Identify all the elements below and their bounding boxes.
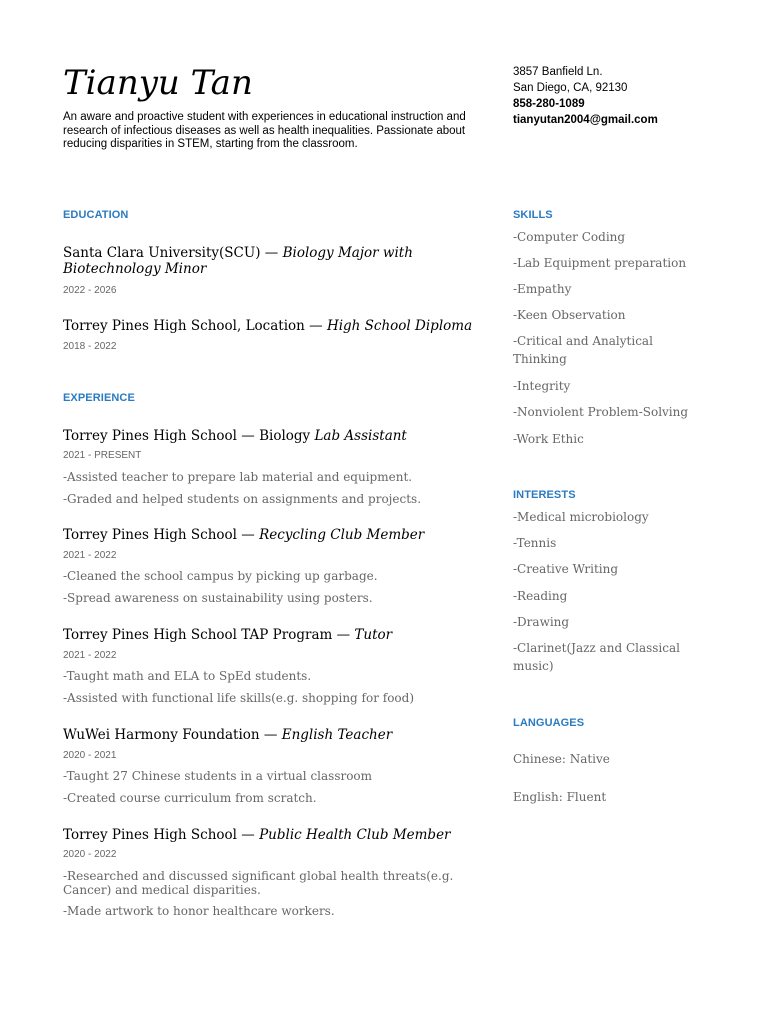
experience-dates: 2021 - 2022 [63, 550, 117, 561]
interest-item: -Clarinet(Jazz and Classical music) [513, 641, 680, 673]
address-line-1: 3857 Banfield Ln. [513, 66, 603, 78]
experience-role-prefix: Biology [259, 428, 315, 444]
email-address[interactable]: tianyutan2004@gmail.com [513, 114, 658, 126]
skills-heading: SKILLS [513, 209, 553, 221]
separator: — [237, 827, 260, 843]
education-location: Location [241, 318, 305, 334]
experience-role: Lab Assistant [314, 428, 407, 444]
education-dates: 2018 - 2022 [63, 341, 117, 352]
contact-block [513, 64, 733, 128]
skill-item: -Empathy [513, 282, 572, 296]
language-item: English: Fluent [513, 790, 607, 804]
education-degree: Biology Major with Biotechnology Minor [63, 245, 413, 277]
separator: — [237, 527, 260, 543]
interest-item: -Tennis [513, 536, 557, 550]
education-degree: High School Diploma [326, 318, 473, 334]
experience-bullet: -Spread awareness on sustainability using posters. [63, 591, 373, 605]
experience-bullet: -Made artwork to honor healthcare workers. [63, 904, 335, 918]
education-dates: 2022 - 2026 [63, 285, 117, 296]
separator: — [259, 727, 282, 743]
experience-bullet: -Created course curriculum from scratch. [63, 791, 317, 805]
experience-org: Torrey Pines High School [63, 428, 237, 444]
experience-dates: 2021 - 2022 [63, 650, 117, 661]
experience-entry-title [63, 827, 483, 843]
experience-bullet: -Cleaned the school campus by picking up garbage. [63, 569, 378, 583]
experience-org: Torrey Pines High School TAP Program [63, 627, 333, 643]
experience-entry-title [63, 428, 483, 444]
skill-item: -Integrity [513, 379, 571, 393]
skill-item: -Computer Coding [513, 230, 626, 244]
profile-summary: An aware and proactive student with experiences in educational instruction and research of infectious diseases as well as health inequalities. Passionate about reducing disparities in STEM, starting from the classroom. [63, 111, 466, 150]
education-entry-title [63, 245, 483, 277]
experience-bullet: -Taught math and ELA to SpEd students. [63, 669, 312, 683]
skill-item: -Nonviolent Problem-Solving [513, 405, 689, 419]
education-org: Torrey Pines High School, [63, 318, 242, 334]
separator: — [260, 245, 283, 261]
experience-org: Torrey Pines High School [63, 527, 237, 543]
education-heading: EDUCATION [63, 209, 129, 221]
experience-bullet: -Graded and helped students on assignments and projects. [63, 492, 422, 506]
experience-bullet: -Researched and discussed significant global health threats(e.g. Cancer) and medical disparities. [63, 869, 454, 897]
experience-org: WuWei Harmony Foundation [63, 727, 260, 743]
experience-bullet: -Assisted with functional life skills(e.g. shopping for food) [63, 691, 415, 705]
address-line-2: San Diego, CA, 92130 [513, 82, 628, 94]
experience-role: Tutor [354, 627, 393, 643]
skill-item: -Critical and Analytical Thinking [513, 334, 653, 366]
education-entry-title [63, 318, 483, 334]
experience-entry-title [63, 627, 483, 643]
interest-item: -Creative Writing [513, 562, 619, 576]
experience-dates: 2021 - PRESENT [63, 450, 142, 461]
experience-role: English Teacher [281, 727, 393, 743]
interest-item: -Drawing [513, 615, 570, 629]
interest-item: -Reading [513, 589, 568, 603]
skill-item: -Keen Observation [513, 308, 626, 322]
skill-item: -Work Ethic [513, 432, 584, 446]
education-org: Santa Clara University(SCU) [63, 245, 261, 261]
experience-heading: EXPERIENCE [63, 392, 135, 404]
experience-dates: 2020 - 2021 [63, 750, 117, 761]
experience-bullet: -Taught 27 Chinese students in a virtual classroom [63, 769, 373, 783]
experience-bullet: -Assisted teacher to prepare lab material and equipment. [63, 470, 413, 484]
skill-item: -Lab Equipment preparation [513, 256, 687, 270]
experience-dates: 2020 - 2022 [63, 849, 117, 860]
separator: — [304, 318, 327, 334]
interest-item: -Medical microbiology [513, 510, 649, 524]
separator: — [237, 428, 260, 444]
interests-heading: INTERESTS [513, 489, 576, 501]
experience-org: Torrey Pines High School [63, 827, 237, 843]
language-item: Chinese: Native [513, 752, 610, 766]
phone-number: 858-280-1089 [513, 98, 585, 110]
languages-heading: LANGUAGES [513, 717, 585, 729]
experience-role: Recycling Club Member [259, 527, 425, 543]
experience-role: Public Health Club Member [259, 827, 451, 843]
separator: — [332, 627, 355, 643]
experience-entry-title [63, 527, 483, 543]
resume-name: Tianyu Tan [63, 63, 253, 103]
experience-entry-title [63, 727, 483, 743]
